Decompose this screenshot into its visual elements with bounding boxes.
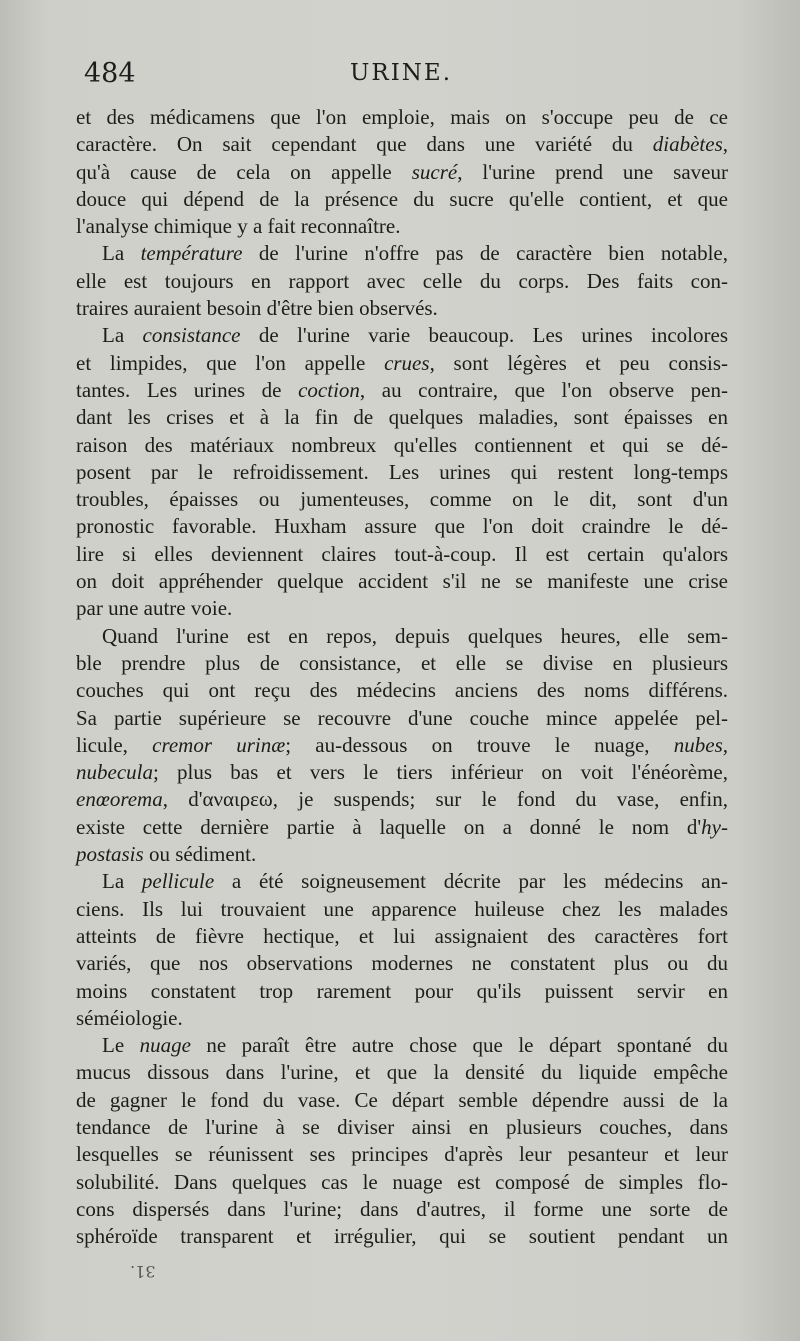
text-run: on doit appréhender quelque accident s'il ne se manifeste une crise xyxy=(76,569,728,594)
text-line xyxy=(76,295,728,322)
signature-mark: 31. xyxy=(130,1262,156,1281)
italic-term: consistance xyxy=(142,323,241,348)
text-line xyxy=(76,841,728,868)
text-line xyxy=(76,623,728,650)
text-run: Le xyxy=(102,1033,140,1058)
italic-term: diabètes xyxy=(652,132,723,157)
text-run: traires auraient besoin d'être bien observés. xyxy=(76,296,438,321)
text-line xyxy=(76,513,728,540)
text-line xyxy=(76,868,728,895)
text-run: pronostic favorable. Huxham assure que l'on doit craindre le dé- xyxy=(76,514,728,539)
page-header xyxy=(84,58,728,98)
text-run: et limpides, que l'on appelle xyxy=(76,350,385,375)
text-line xyxy=(76,1114,728,1141)
text-line xyxy=(76,732,728,759)
text-run: , l'urine prend une saveur xyxy=(457,159,728,184)
text-run: La xyxy=(102,869,142,894)
text-line xyxy=(76,104,728,131)
text-line xyxy=(76,159,728,186)
text-run: ciens. Ils lui trouvaient une apparence huileuse chez les malades xyxy=(76,896,728,921)
italic-term: température xyxy=(140,241,243,266)
text-line xyxy=(76,1196,728,1223)
text-run: elle est toujours en rapport avec celle du corps. Des faits con- xyxy=(76,268,728,293)
text-run: ble prendre plus de consistance, et elle se divise en plusieurs xyxy=(76,650,728,675)
text-run: qu'à cause de cela on appelle xyxy=(76,159,412,184)
text-line xyxy=(76,404,728,431)
text-line xyxy=(76,896,728,923)
text-run: couches qui ont reçu des médecins anciens des noms différens. xyxy=(76,678,728,703)
text-line xyxy=(76,923,728,950)
text-line xyxy=(76,1005,728,1032)
text-run: tantes. Les urines de xyxy=(76,377,299,402)
text-line xyxy=(76,650,728,677)
italic-term: nubecula xyxy=(76,760,153,785)
italic-term: pellicule xyxy=(141,869,215,894)
text-run: mucus dissous dans l'urine, et que la densité du liquide empêche xyxy=(76,1060,728,1085)
text-run: Sa partie supérieure se recouvre d'une couche mince appelée pel- xyxy=(76,705,728,730)
text-run: et des médicamens que l'on emploie, mais on s'occupe peu de ce xyxy=(76,105,728,129)
text-line xyxy=(76,595,728,622)
text-line xyxy=(76,350,728,377)
text-line xyxy=(76,568,728,595)
text-run: licule, xyxy=(76,732,153,757)
italic-term: hy- xyxy=(701,814,728,839)
text-run: ou sédiment. xyxy=(143,842,257,867)
italic-term: crues xyxy=(384,350,430,375)
text-line xyxy=(76,705,728,732)
text-run: posent par le refroidissement. Les urines qui restent long-temps xyxy=(76,459,728,484)
text-run: séméiologie. xyxy=(76,1005,183,1030)
body-text xyxy=(76,104,728,1250)
text-run: tendance de l'urine à se diviser ainsi en plusieurs couches, dans xyxy=(76,1114,728,1139)
italic-term: cremor urinæ xyxy=(152,732,286,757)
text-run: l'analyse chimique y a fait reconnaître. xyxy=(76,214,401,239)
text-run: lire si elles deviennent claires tout-à-coup. Il est certain qu'alors xyxy=(76,541,728,566)
text-run: La xyxy=(102,323,143,348)
text-run: troubles, épaisses ou jumenteuses, comme on le dit, sont d'un xyxy=(76,487,728,512)
text-line xyxy=(76,1032,728,1059)
text-run: , sont légères et peu consis- xyxy=(429,350,728,375)
text-run: solubilité. Dans quelques cas le nuage est composé de simples flo- xyxy=(76,1169,728,1194)
text-line xyxy=(76,186,728,213)
italic-term: coction xyxy=(298,377,360,402)
text-line xyxy=(76,486,728,513)
text-line xyxy=(76,432,728,459)
text-line xyxy=(76,677,728,704)
text-run: lesquelles se réunissent ses principes d'après leur pesanteur et leur xyxy=(76,1142,728,1167)
text-run: Quand l'urine est en repos, depuis quelques heures, elle sem- xyxy=(102,623,728,648)
text-run: existe cette dernière partie à laquelle on a donné le nom d' xyxy=(76,814,702,839)
text-run: de l'urine varie beaucoup. Les urines incolores xyxy=(240,323,728,348)
text-line xyxy=(76,131,728,158)
text-run: ; plus bas et vers le tiers inférieur on voit l'énéorème, xyxy=(152,760,728,785)
text-run: La xyxy=(102,241,141,266)
text-line xyxy=(76,322,728,349)
page-number: 484 xyxy=(84,58,136,89)
text-run: moins constatent trop rarement pour qu'ils puissent servir en xyxy=(76,978,728,1003)
text-run: caractère. On sait cependant que dans une variété du xyxy=(76,132,653,157)
text-run: cons dispersés dans l'urine; dans d'autres, il forme une sorte de xyxy=(76,1196,728,1221)
text-line xyxy=(76,950,728,977)
italic-term: sucré xyxy=(411,159,458,184)
text-line xyxy=(76,268,728,295)
text-run: ; au-dessous on trouve le nuage, xyxy=(285,732,674,757)
italic-term: nubes, xyxy=(673,732,728,757)
text-run: , xyxy=(722,132,728,157)
text-line xyxy=(76,1087,728,1114)
text-line xyxy=(76,213,728,240)
text-line xyxy=(76,1169,728,1196)
text-run: de l'urine n'offre pas de caractère bien notable, xyxy=(242,241,728,266)
text-run: ne paraît être autre chose que le départ spontané du xyxy=(190,1033,728,1058)
italic-term: enœorema xyxy=(76,787,163,812)
text-line xyxy=(76,1223,728,1250)
text-line xyxy=(76,541,728,568)
text-line xyxy=(76,1059,728,1086)
text-line xyxy=(76,459,728,486)
text-line xyxy=(76,814,728,841)
text-run: dant les crises et à la fin de quelques maladies, sont épaisses en xyxy=(76,405,728,430)
italic-term: postasis xyxy=(76,842,144,867)
text-line xyxy=(76,1141,728,1168)
running-title: URINE. xyxy=(350,60,453,86)
text-run: douce qui dépend de la présence du sucre qu'elle contient, et que xyxy=(76,186,728,211)
text-run: raison des matériaux nombreux qu'elles contiennent et qui se dé- xyxy=(76,432,728,457)
text-line xyxy=(76,759,728,786)
text-run: , au contraire, que l'on observe pen- xyxy=(359,377,728,402)
text-line xyxy=(76,978,728,1005)
text-line xyxy=(76,240,728,267)
text-line xyxy=(76,377,728,404)
text-run: de gagner le fond du vase. Ce départ semble dépendre aussi de la xyxy=(76,1087,728,1112)
text-line xyxy=(76,786,728,813)
text-run: par une autre voie. xyxy=(76,596,233,621)
text-run: sphéroïde transparent et irrégulier, qui se soutient pendant un xyxy=(76,1224,728,1249)
text-run: atteints de fièvre hectique, et lui assignaient des caractères fort xyxy=(76,923,728,948)
text-run: a été soigneusement décrite par les médecins an- xyxy=(214,869,728,894)
text-run: variés, que nos observations modernes ne constatent plus ou du xyxy=(76,951,728,976)
italic-term: nuage xyxy=(139,1033,191,1058)
text-run: , d'αναιρεω, je suspends; sur le fond du vase, enfin, xyxy=(162,787,728,812)
